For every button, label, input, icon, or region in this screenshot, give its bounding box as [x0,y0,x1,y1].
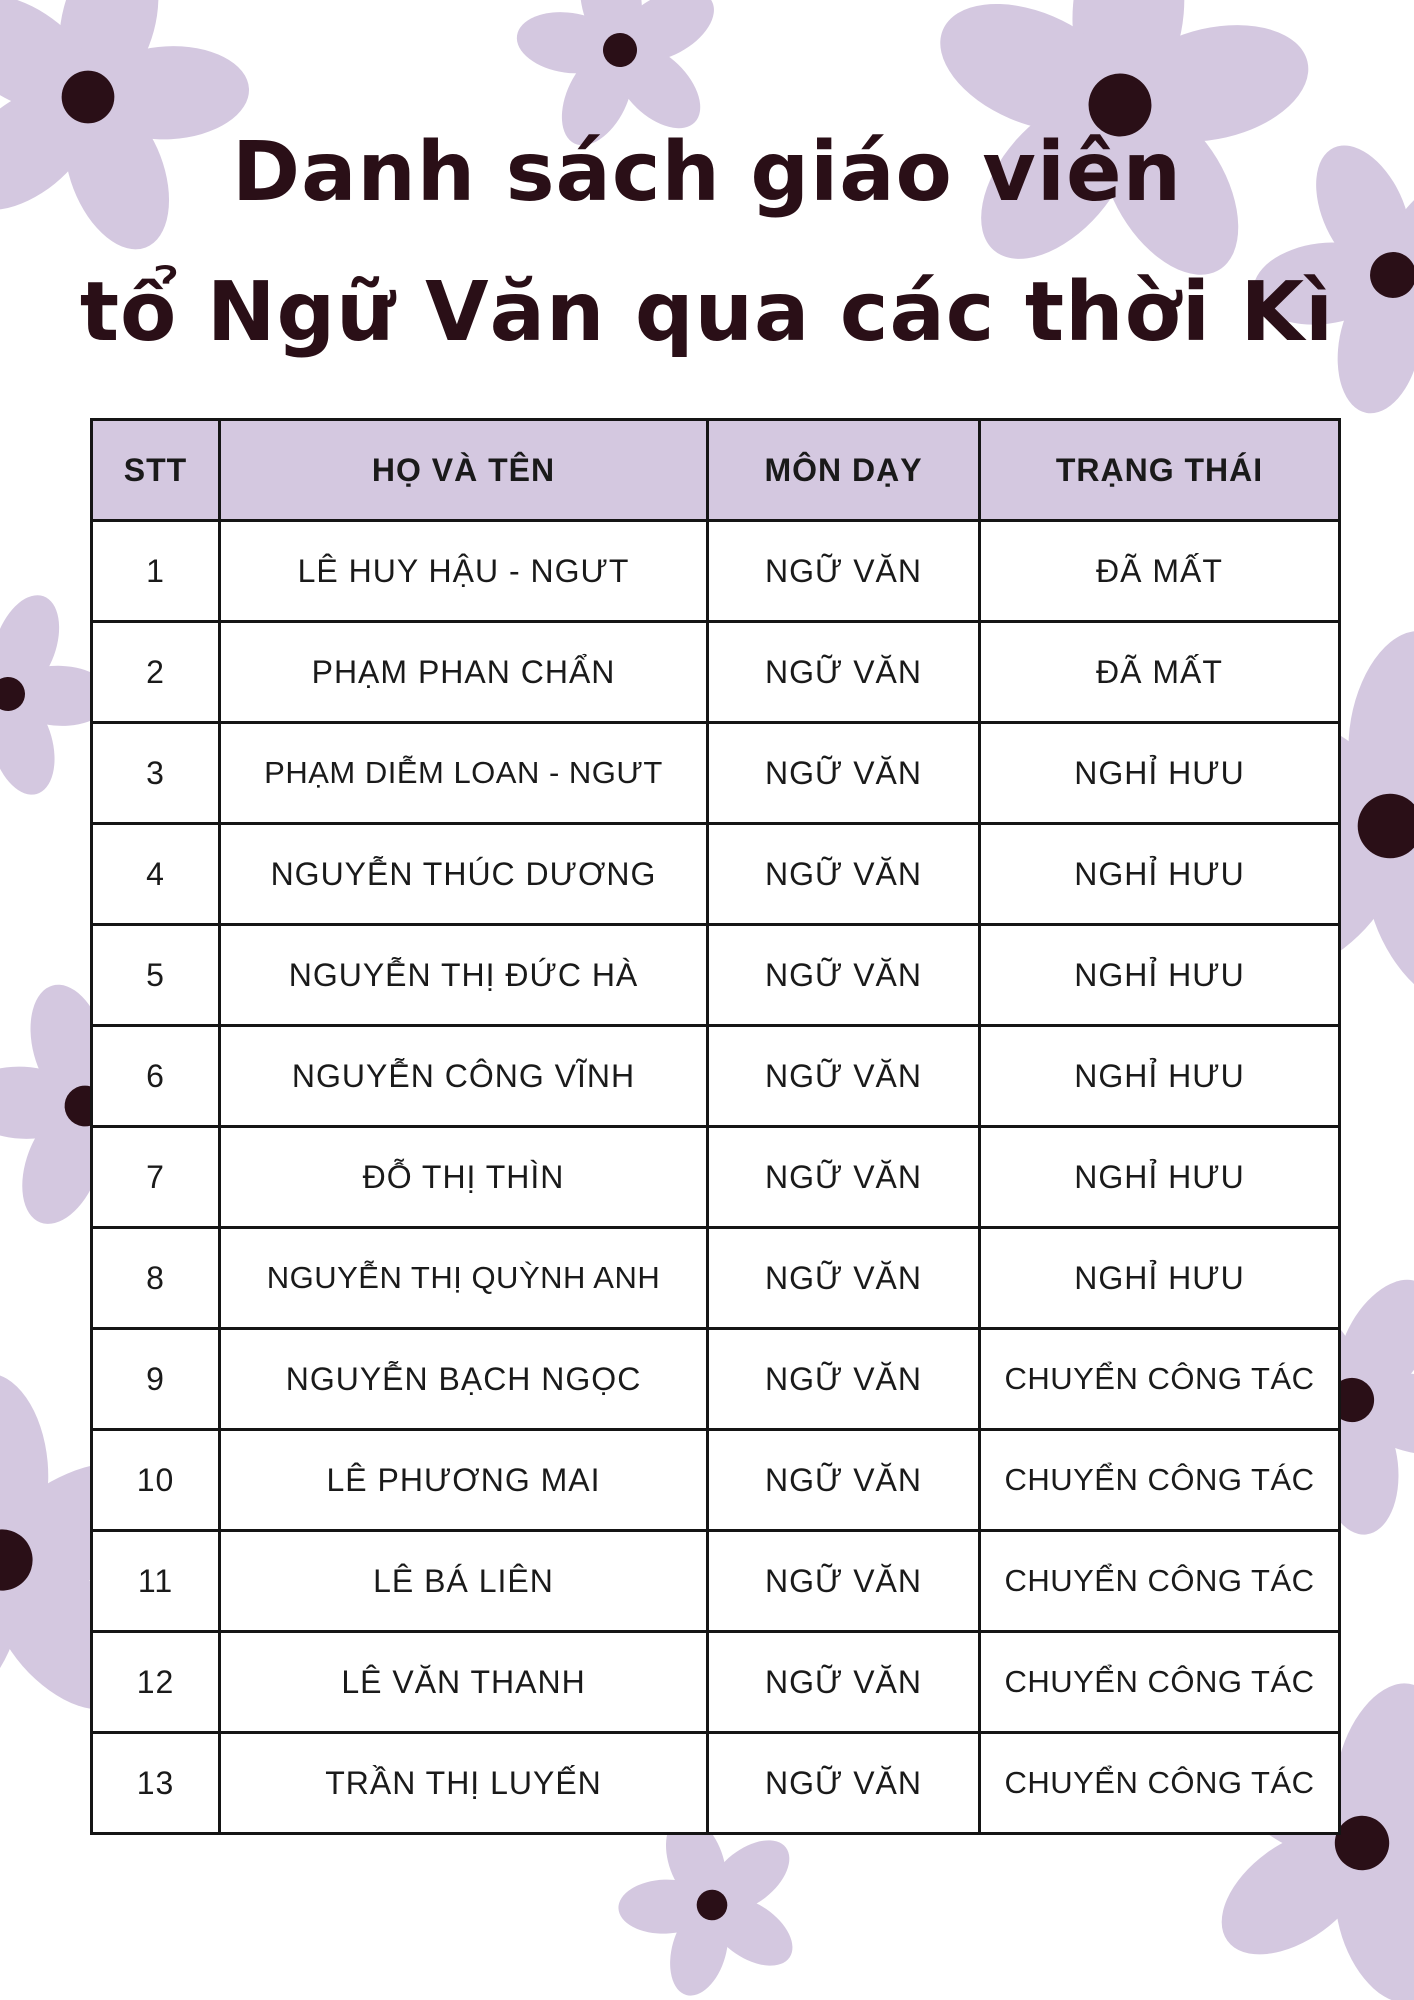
cell-name: NGUYỄN BẠCH NGỌC [220,1329,708,1430]
cell-status: NGHỈ HƯU [980,1127,1340,1228]
cell-subject: NGỮ VĂN [708,1026,980,1127]
table-row [92,1733,1340,1834]
cell-status: CHUYỂN CÔNG TÁC [980,1430,1340,1531]
page-title-line-1: Danh sách giáo viên [232,125,1182,220]
teacher-table [90,418,1341,1835]
cell-subject: NGỮ VĂN [708,925,980,1026]
cell-name: LÊ PHƯƠNG MAI [220,1430,708,1531]
header-status: TRẠNG THÁI [980,420,1340,521]
page-title-line-2: tổ Ngữ Văn qua các thời Kì [79,265,1335,360]
cell-subject: NGỮ VĂN [708,1329,980,1430]
table-row [92,925,1340,1026]
cell-name: ĐỖ THỊ THÌN [220,1127,708,1228]
table-row [92,824,1340,925]
table-header-row [92,420,1340,521]
cell-status: CHUYỂN CÔNG TÁC [980,1733,1340,1834]
header-subject: MÔN DẠY [708,420,980,521]
cell-status: ĐÃ MẤT [980,521,1340,622]
header-stt: STT [92,420,220,521]
cell-stt: 3 [92,723,220,824]
cell-status: CHUYỂN CÔNG TÁC [980,1329,1340,1430]
table-row [92,622,1340,723]
cell-stt: 8 [92,1228,220,1329]
cell-subject: NGỮ VĂN [708,521,980,622]
cell-subject: NGỮ VĂN [708,1127,980,1228]
table-row [92,1228,1340,1329]
cell-subject: NGỮ VĂN [708,1228,980,1329]
cell-name: NGUYỄN THÚC DƯƠNG [220,824,708,925]
cell-name: PHẠM DIỄM LOAN - NGƯT [220,723,708,824]
cell-name: NGUYỄN CÔNG VĨNH [220,1026,708,1127]
cell-stt: 7 [92,1127,220,1228]
cell-stt: 6 [92,1026,220,1127]
cell-stt: 5 [92,925,220,1026]
cell-status: NGHỈ HƯU [980,723,1340,824]
table-row [92,723,1340,824]
cell-name: LÊ HUY HẬU - NGƯT [220,521,708,622]
cell-subject: NGỮ VĂN [708,1632,980,1733]
cell-status: CHUYỂN CÔNG TÁC [980,1531,1340,1632]
table-row [92,1531,1340,1632]
table-row [92,521,1340,622]
cell-name: TRẦN THỊ LUYẾN [220,1733,708,1834]
cell-subject: NGỮ VĂN [708,1531,980,1632]
cell-status: NGHỈ HƯU [980,1228,1340,1329]
cell-subject: NGỮ VĂN [708,824,980,925]
table-row [92,1329,1340,1430]
table-row [92,1127,1340,1228]
cell-stt: 10 [92,1430,220,1531]
header-name: HỌ VÀ TÊN [220,420,708,521]
cell-stt: 2 [92,622,220,723]
cell-stt: 13 [92,1733,220,1834]
cell-stt: 4 [92,824,220,925]
cell-name: NGUYỄN THỊ QUỲNH ANH [220,1228,708,1329]
cell-subject: NGỮ VĂN [708,1430,980,1531]
cell-name: NGUYỄN THỊ ĐỨC HÀ [220,925,708,1026]
cell-status: NGHỈ HƯU [980,824,1340,925]
cell-name: PHẠM PHAN CHẨN [220,622,708,723]
cell-stt: 1 [92,521,220,622]
cell-status: CHUYỂN CÔNG TÁC [980,1632,1340,1733]
cell-stt: 12 [92,1632,220,1733]
cell-status: NGHỈ HƯU [980,1026,1340,1127]
table-row [92,1430,1340,1531]
cell-stt: 11 [92,1531,220,1632]
cell-subject: NGỮ VĂN [708,622,980,723]
cell-subject: NGỮ VĂN [708,723,980,824]
cell-name: LÊ VĂN THANH [220,1632,708,1733]
cell-status: NGHỈ HƯU [980,925,1340,1026]
table-row [92,1632,1340,1733]
cell-subject: NGỮ VĂN [708,1733,980,1834]
table-row [92,1026,1340,1127]
cell-stt: 9 [92,1329,220,1430]
cell-name: LÊ BÁ LIÊN [220,1531,708,1632]
cell-status: ĐÃ MẤT [980,622,1340,723]
